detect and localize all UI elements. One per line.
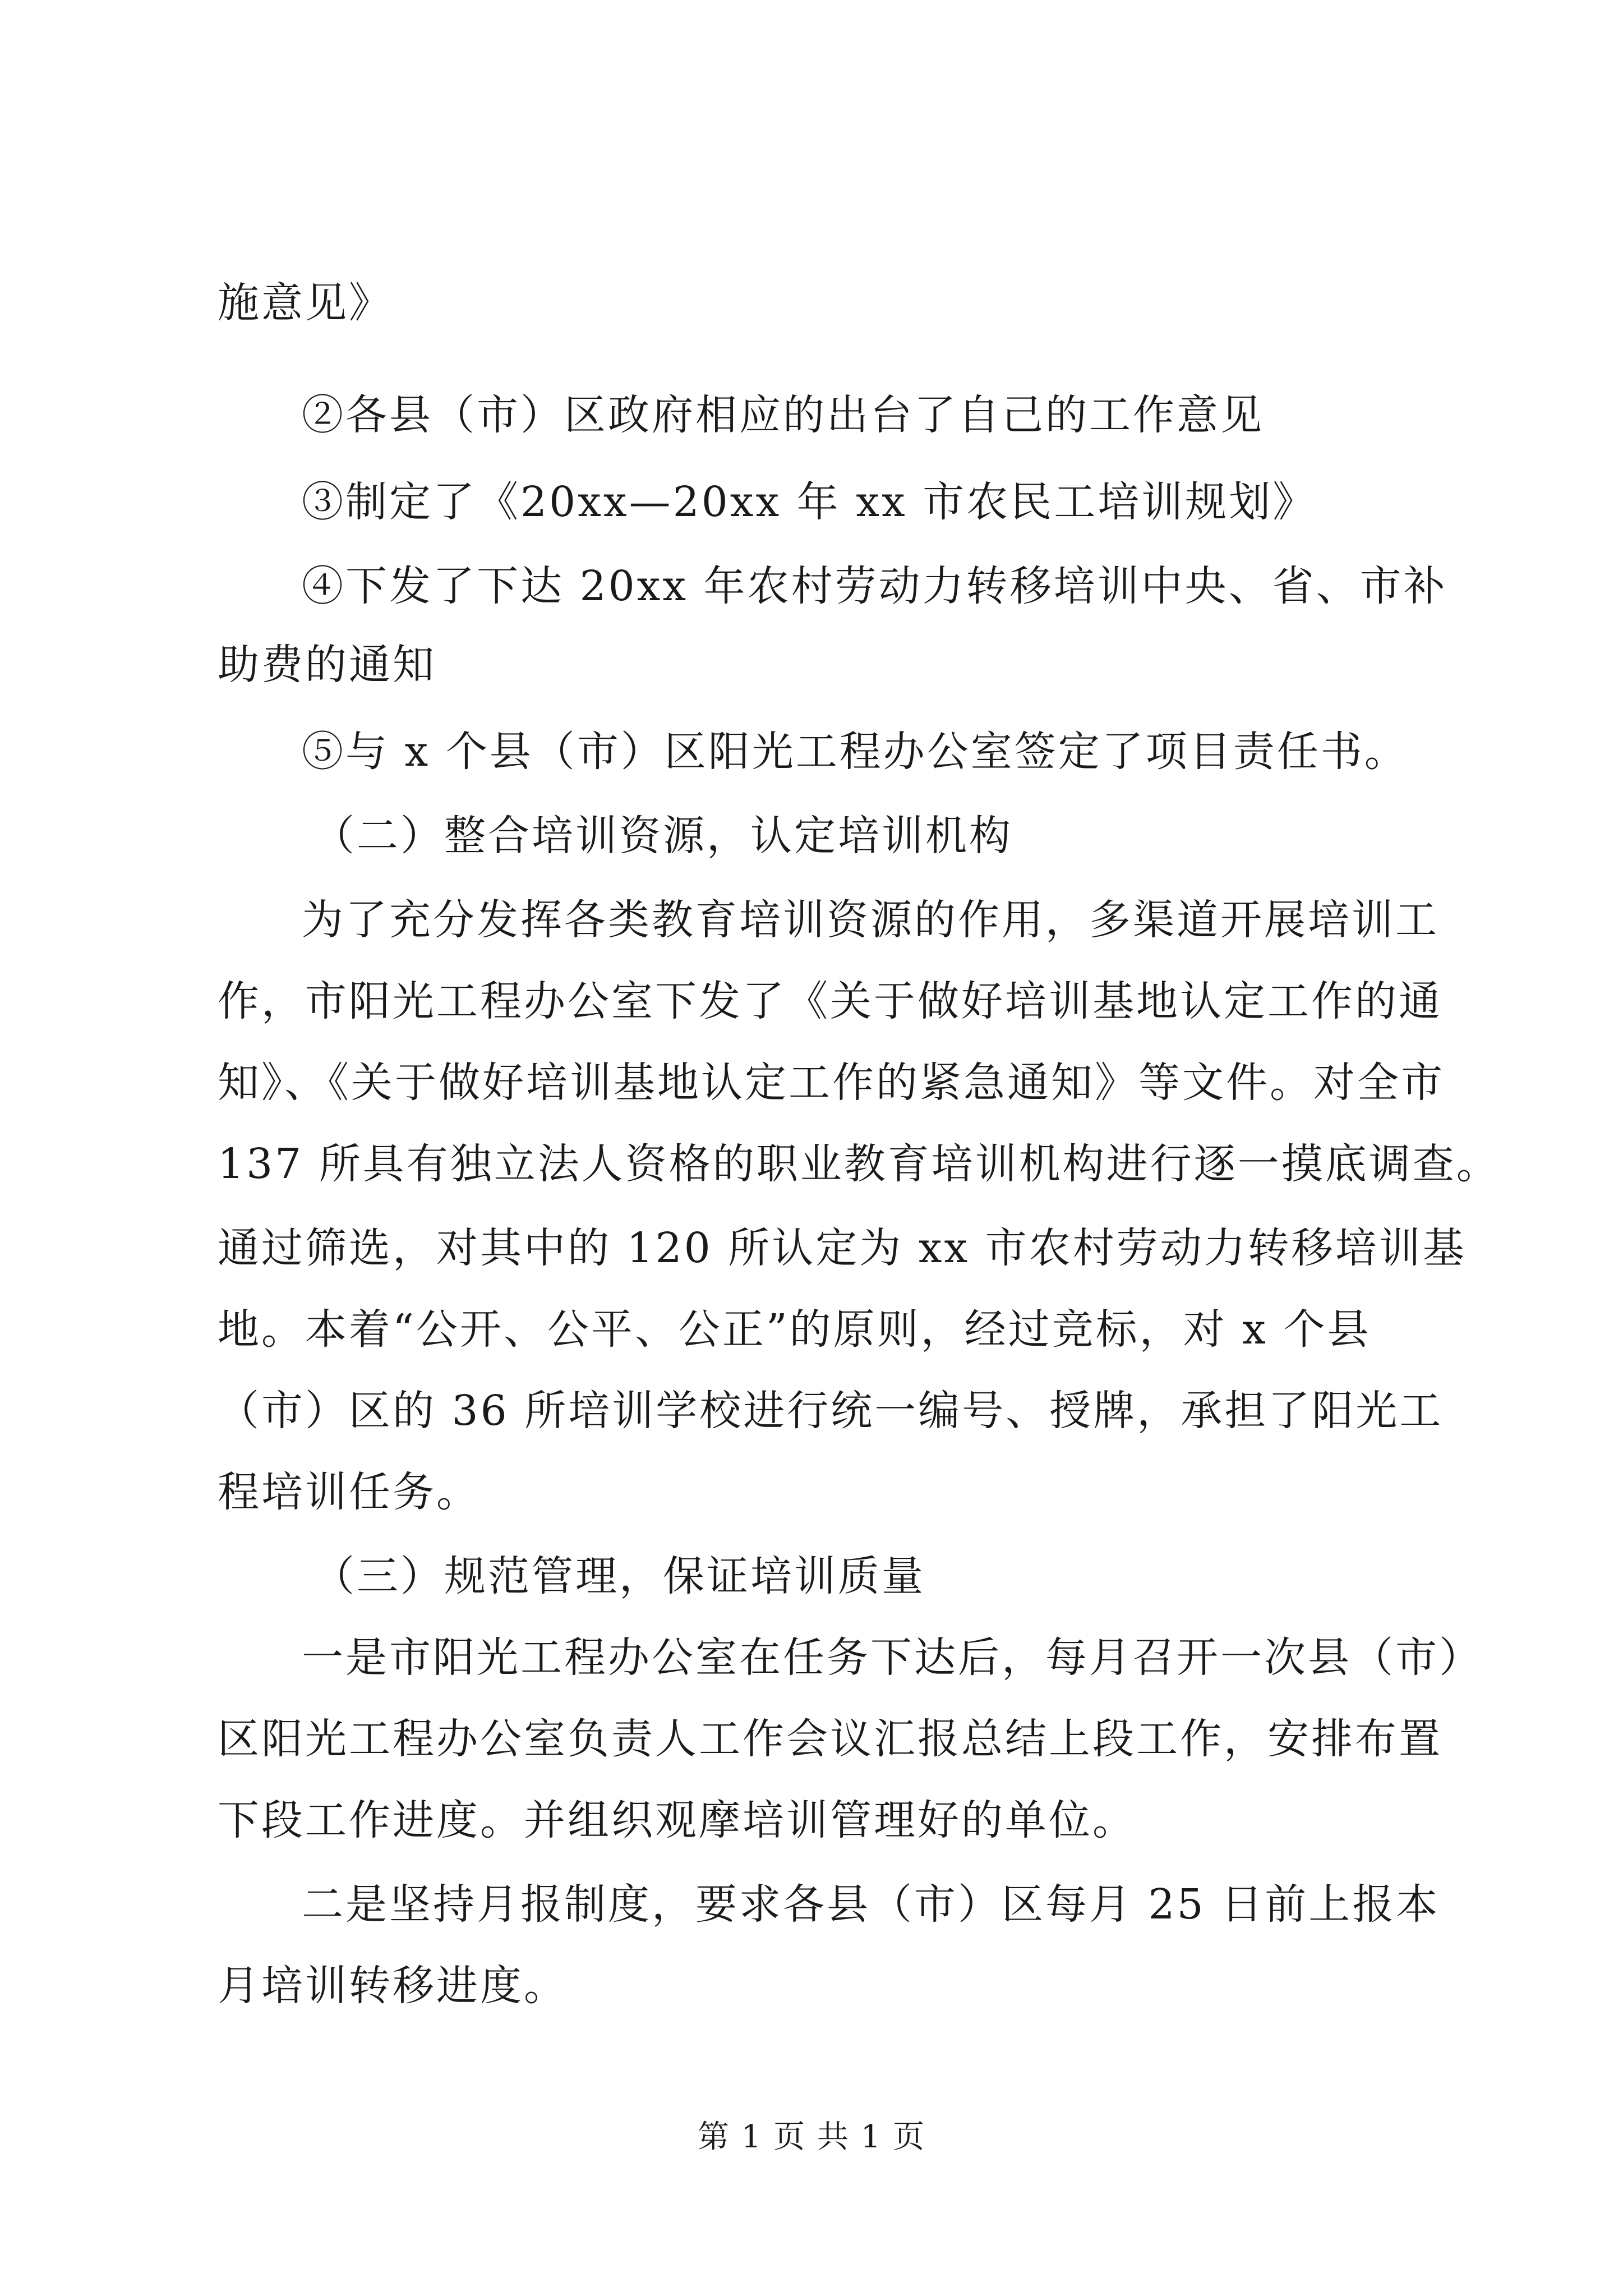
section-heading-2: （二）整合培训资源，认定培训机构 xyxy=(313,812,1013,860)
paragraph-line: 助费的通知 xyxy=(218,641,436,689)
paragraph-line: 通过筛选，对其中的 120 所认定为 xx 市农村劳动力转移培训基 xyxy=(218,1224,1467,1272)
paragraph-line: 137 所具有独立法人资格的职业教育培训机构进行逐一摸底调查。 xyxy=(218,1140,1500,1188)
paragraph-line: （市）区的 36 所培训学校进行统一编号、授牌，承担了阳光工 xyxy=(218,1387,1444,1435)
list-item-5: ⑤与 x 个县（市）区阳光工程办公室签定了项目责任书。 xyxy=(302,728,1408,776)
paragraph-line: 作，市阳光工程办公室下发了《关于做好培训基地认定工作的通 xyxy=(218,977,1442,1025)
list-item-2: ②各县（市）区政府相应的出台了自己的工作意见 xyxy=(302,391,1264,439)
paragraph-line: 施意见》 xyxy=(218,279,393,327)
page-number-footer: 第 1 页 共 1 页 xyxy=(697,2119,926,2155)
paragraph-line: 二是坚持月报制度，要求各县（市）区每月 25 日前上报本 xyxy=(302,1880,1440,1929)
list-item-3: ③制定了《20xx—20xx 年 xx 市农民工培训规划》 xyxy=(302,478,1317,526)
paragraph-line: 地。本着“公开、公平、公正”的原则，经过竞标，对 x 个县 xyxy=(218,1305,1371,1354)
section-heading-3: （三）规范管理，保证培训质量 xyxy=(313,1552,925,1600)
paragraph-line: 下段工作进度。并组织观摩培训管理好的单位。 xyxy=(218,1796,1136,1844)
paragraph-line: 区阳光工程办公室负责人工作会议汇报总结上段工作，安排布置 xyxy=(218,1715,1442,1763)
list-item-4: ④下发了下达 20xx 年农村劳动力转移培训中央、省、市补 xyxy=(302,562,1447,610)
paragraph-line: 为了充分发挥各类教育培训资源的作用，多渠道开展培训工 xyxy=(302,896,1439,944)
paragraph-line: 月培训转移进度。 xyxy=(218,1962,568,2010)
paragraph-line: 程培训任务。 xyxy=(218,1468,480,1516)
paragraph-line: 知》、《关于做好培训基地认定工作的紧急通知》等文件。对全市 xyxy=(218,1059,1445,1107)
paragraph-line: 一是市阳光工程办公室在任务下达后，每月召开一次县（市） xyxy=(302,1634,1483,1682)
